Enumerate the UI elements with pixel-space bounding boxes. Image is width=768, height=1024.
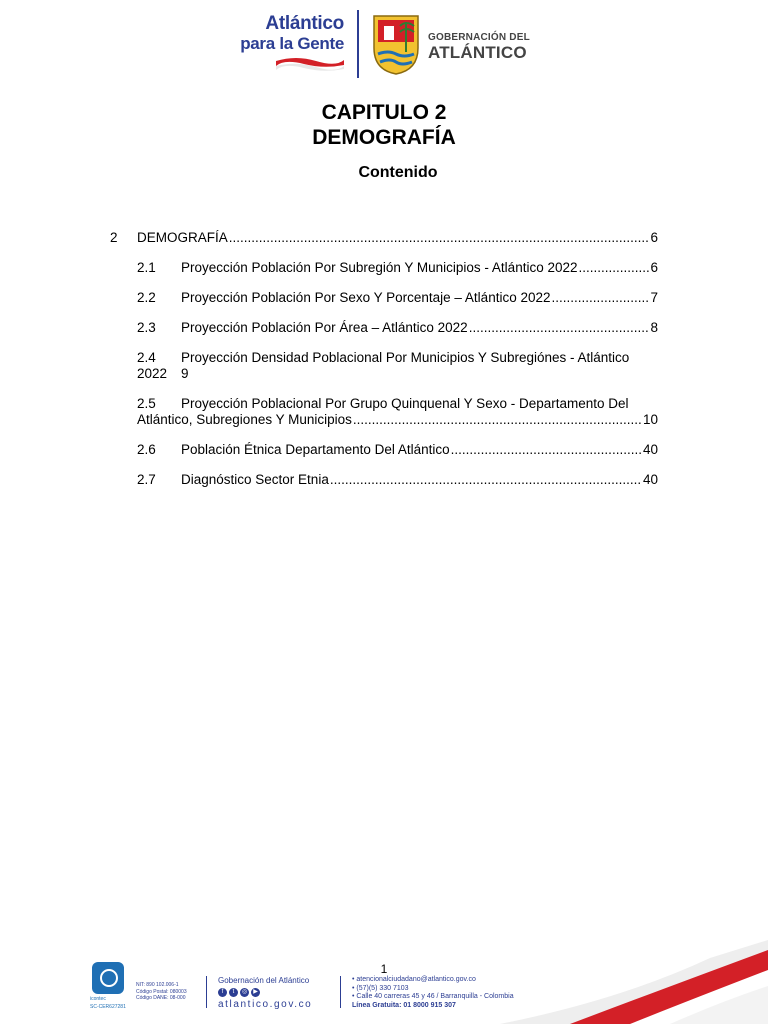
footer-contact <box>352 976 514 1010</box>
toc-number: 2.7 <box>137 472 156 487</box>
gov-line-1: GOBERNACIÓN DEL <box>428 32 530 43</box>
toc-number: 2.4 <box>137 350 156 365</box>
table-of-contents <box>110 230 658 502</box>
facebook-icon[interactable]: f <box>218 988 227 997</box>
toc-entry-2-4[interactable] <box>110 350 658 382</box>
twitter-icon[interactable]: t <box>229 988 238 997</box>
toc-number: 2.1 <box>137 260 156 275</box>
website-link[interactable]: atlantico.gov.co <box>218 999 313 1010</box>
footer-gov-name: Gobernación del Atlántico <box>218 976 310 985</box>
header-divider <box>357 10 359 78</box>
toc-number: 2 <box>110 230 118 245</box>
toc-entry-2[interactable] <box>110 230 658 246</box>
contents-heading: Contenido <box>358 164 438 181</box>
footer-codes <box>136 982 187 1002</box>
toc-entry-2-5[interactable] <box>110 396 658 428</box>
brand-line-1: Atlántico <box>265 13 344 34</box>
toc-number: 2.5 <box>137 396 156 411</box>
toc-page: 6 <box>650 260 658 275</box>
toc-number: 2.2 <box>137 290 156 305</box>
toc-title: Proyección Población Por Área – Atlántico 2022 <box>181 320 468 335</box>
toc-title: Proyección Población Por Subregión Y Municipios - Atlántico 2022 <box>181 260 578 275</box>
toc-entry-2-7[interactable] <box>110 472 658 488</box>
toc-entry-2-6[interactable] <box>110 442 658 458</box>
brand-line-2: para la Gente <box>240 34 344 53</box>
instagram-icon[interactable]: ◎ <box>241 989 248 995</box>
toc-title: Diagnóstico Sector Etnia <box>181 472 329 487</box>
toll-free-line: Línea Gratuita: 01 8000 915 307 <box>352 1001 456 1009</box>
toc-leader <box>229 230 650 246</box>
toc-title-line-2: 2022 <box>137 366 168 381</box>
page-title <box>0 100 768 150</box>
phone: • (57)(5) 330 7103 <box>352 984 409 992</box>
toc-leader <box>579 260 650 276</box>
icontec-logo <box>90 962 126 1008</box>
toc-title: Población Étnica Departamento Del Atlántico <box>181 442 450 457</box>
toc-leader <box>451 442 642 458</box>
toc-number: 2.6 <box>137 442 156 457</box>
nit: NIT: 890 102.006-1 <box>136 982 179 988</box>
toc-page: 9 <box>181 366 189 381</box>
icontec-label: icontec <box>90 996 106 1002</box>
atlantico-para-la-gente-logo <box>236 14 344 54</box>
toc-page: 40 <box>642 442 658 457</box>
gov-line-2: ATLÁNTICO <box>428 43 527 62</box>
icontec-icon <box>92 962 124 994</box>
toc-title-line-1: Proyección Densidad Poblacional Por Municipios Y Subregiónes - Atlántico <box>181 350 630 365</box>
social-icons <box>218 988 312 997</box>
icontec-code: SC-CER627281 <box>90 1004 126 1010</box>
toc-title-line-1: Proyección Poblacional Por Grupo Quinquenal Y Sexo - Departamento Del <box>181 396 629 411</box>
toc-page: 7 <box>650 290 658 305</box>
toc-page: 10 <box>642 412 658 427</box>
toc-title: Proyección Población Por Sexo Y Porcentaje – Atlántico 2022 <box>181 290 551 305</box>
page-number: 1 <box>380 962 388 976</box>
toc-page: 8 <box>650 320 658 335</box>
flag-swoosh-icon <box>500 940 768 1024</box>
email-link[interactable]: • atencionalciudadano@atlantico.gov.co <box>352 976 476 983</box>
toc-entry-2-3[interactable] <box>110 320 658 336</box>
footer-gov <box>218 976 312 1010</box>
footer-divider <box>206 976 207 1008</box>
footer <box>90 962 530 1014</box>
toc-entry-2-1[interactable] <box>110 260 658 276</box>
gobernacion-logo-text <box>428 32 530 62</box>
toc-number: 2.3 <box>137 320 156 335</box>
coat-of-arms-icon <box>370 12 422 76</box>
header <box>236 10 536 82</box>
toc-leader <box>552 290 650 306</box>
toc-leader <box>469 320 650 336</box>
toc-title-line-2: Atlántico, Subregiones Y Municipios <box>137 412 352 427</box>
postal-code: Código Postal: 080003 <box>136 988 187 995</box>
dane-code: Código DANE: 08-000 <box>136 995 186 1001</box>
toc-title: DEMOGRAFÍA <box>137 230 228 245</box>
youtube-icon[interactable]: ▶ <box>251 988 260 997</box>
toc-leader <box>330 472 642 488</box>
address: • Calle 40 carreras 45 y 46 / Barranquilla - Colombia <box>352 993 514 1000</box>
toc-entry-2-2[interactable] <box>110 290 658 306</box>
toc-page: 6 <box>650 230 658 245</box>
toc-page: 40 <box>642 472 658 487</box>
flag-ribbon-icon <box>276 57 344 71</box>
chapter-number: CAPITULO 2 <box>321 101 447 124</box>
footer-divider <box>340 976 341 1008</box>
toc-leader <box>353 412 642 428</box>
chapter-name: DEMOGRAFÍA <box>312 126 456 149</box>
